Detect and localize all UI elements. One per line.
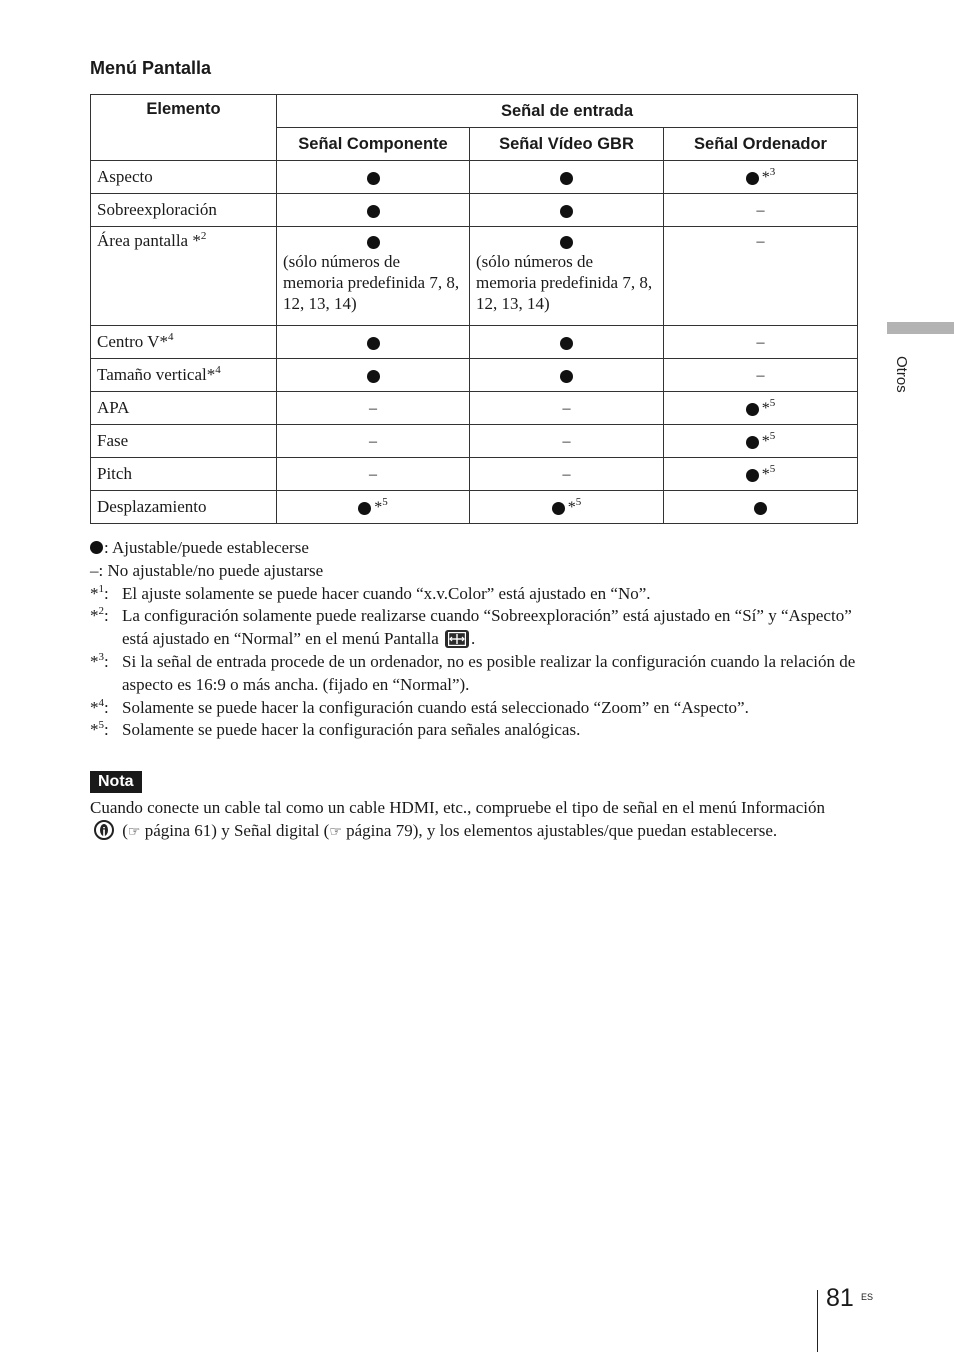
cell-video-gbr: – xyxy=(470,392,664,425)
filled-dot-icon xyxy=(552,502,565,515)
table-row xyxy=(91,326,858,359)
legend xyxy=(90,537,860,742)
cell-component xyxy=(277,359,470,392)
filled-dot-icon xyxy=(746,403,759,416)
cell-computer: *$^5$ xyxy=(664,392,858,425)
cell-video-gbr: – xyxy=(470,458,664,491)
header-element: Elemento xyxy=(91,95,277,161)
filled-dot-icon xyxy=(560,337,573,350)
screen-menu-icon xyxy=(445,630,469,648)
page-number: 81 xyxy=(826,1284,854,1312)
footnote-1: *$^1$: El ajuste solamente se puede hacer cuando “x.v.Color” está ajustado en “No”. xyxy=(90,582,651,603)
table-row xyxy=(91,194,858,227)
row-label: Pitch xyxy=(91,458,277,491)
table-row xyxy=(91,458,858,491)
header-component: Señal Componente xyxy=(277,128,470,161)
cell-component: – xyxy=(277,425,470,458)
cell-computer: *$^3$ xyxy=(664,161,858,194)
cell-video-gbr xyxy=(470,194,664,227)
filled-dot-icon xyxy=(746,172,759,185)
footnote-3: *$^3$: Si la señal de entrada procede de un ordenador, no es posible realizar la configuración cuando la relación de aspecto es 16:9 o más ancha. (fijado en “Normal”). xyxy=(90,650,856,694)
footnote-4: *$^4$: Solamente se puede hacer la configuración cuando está seleccionado “Zoom” en “Aspecto”. xyxy=(90,696,749,717)
cell-computer: – xyxy=(664,359,858,392)
cell-component: *$^5$ xyxy=(277,491,470,524)
cell-component: – xyxy=(277,392,470,425)
row-label: Tamaño vertical*$^4$ xyxy=(91,359,277,392)
filled-dot-icon xyxy=(367,370,380,383)
footnote-5: *$^5$: Solamente se puede hacer la configuración para señales analógicas. xyxy=(90,719,581,740)
footnote-2: *$^2$: La configuración solamente puede realizarse cuando “Sobreexploración” está ajustado en “Sí” y “Aspecto” está ajustado en “Normal” en el menú Pantalla . xyxy=(90,605,852,649)
filled-dot-icon xyxy=(367,172,380,185)
filled-dot-icon xyxy=(560,172,573,185)
header-computer: Señal Ordenador xyxy=(664,128,858,161)
row-label: Centro V*$^4$ xyxy=(91,326,277,359)
cell-video-gbr xyxy=(470,359,664,392)
info-icon xyxy=(94,820,114,840)
cell-component xyxy=(277,194,470,227)
filled-dot-icon xyxy=(746,436,759,449)
table-row xyxy=(91,161,858,194)
filled-dot-icon xyxy=(746,469,759,482)
table-row xyxy=(91,227,858,326)
side-tab-label: Otros xyxy=(893,356,910,393)
cell-computer xyxy=(664,491,858,524)
cell-video-gbr xyxy=(470,161,664,194)
table-row xyxy=(91,425,858,458)
filled-dot-icon xyxy=(560,205,573,218)
cell-component xyxy=(277,161,470,194)
row-label: Aspecto xyxy=(91,161,277,194)
cell-video-gbr: *$^5$ xyxy=(470,491,664,524)
row-label: Fase xyxy=(91,425,277,458)
side-tab-bar xyxy=(887,322,954,334)
cell-computer: – xyxy=(664,194,858,227)
cell-video-gbr xyxy=(470,326,664,359)
row-label: Desplazamiento xyxy=(91,491,277,524)
cell-component: – xyxy=(277,458,470,491)
cell-computer: – xyxy=(664,326,858,359)
header-input-signal: Señal de entrada xyxy=(277,95,858,128)
row-label: Área pantalla *$^2$ xyxy=(91,227,277,326)
cell-computer: *$^5$ xyxy=(664,425,858,458)
table-row xyxy=(91,392,858,425)
table-row xyxy=(91,359,858,392)
section-title: Menú Pantalla xyxy=(90,58,212,78)
filled-dot-icon xyxy=(754,502,767,515)
cell-component xyxy=(277,326,470,359)
page-language: ES xyxy=(861,1292,874,1302)
legend-adjustable: : Ajustable/puede establecerse xyxy=(90,537,860,560)
filled-dot-icon xyxy=(560,370,573,383)
row-label: Sobreexploración xyxy=(91,194,277,227)
settings-table xyxy=(90,94,858,524)
table-row xyxy=(91,491,858,524)
cell-computer: *$^5$ xyxy=(664,458,858,491)
page-rule xyxy=(817,1290,818,1352)
legend-not-adjustable: –: No ajustable/no puede ajustarse xyxy=(90,560,324,580)
filled-dot-icon xyxy=(367,236,380,249)
cell-video-gbr: (sólo números de memoria predefinida 7, 8, 12, 13, 14) xyxy=(470,227,664,326)
filled-dot-icon xyxy=(367,337,380,350)
filled-dot-icon xyxy=(90,541,103,554)
nota-text: Cuando conecte un cable tal como un cable HDMI, etc., compruebe el tipo de señal en el menú Informacióni (☞ página 61) y Señal digital (☞ página 79), y los elementos ajustables/que puedan establecerse. xyxy=(90,797,850,844)
cell-computer: – xyxy=(664,227,858,326)
filled-dot-icon xyxy=(560,236,573,249)
nota-label: Nota xyxy=(90,771,142,793)
reference-icon: ☞ xyxy=(127,823,141,840)
row-label: APA xyxy=(91,392,277,425)
cell-component: (sólo números de memoria predefinida 7, 8, 12, 13, 14) xyxy=(277,227,470,326)
cell-video-gbr: – xyxy=(470,425,664,458)
header-video-gbr: Señal Vídeo GBR xyxy=(470,128,664,161)
filled-dot-icon xyxy=(367,205,380,218)
reference-icon: ☞ xyxy=(329,823,342,840)
filled-dot-icon xyxy=(358,502,371,515)
